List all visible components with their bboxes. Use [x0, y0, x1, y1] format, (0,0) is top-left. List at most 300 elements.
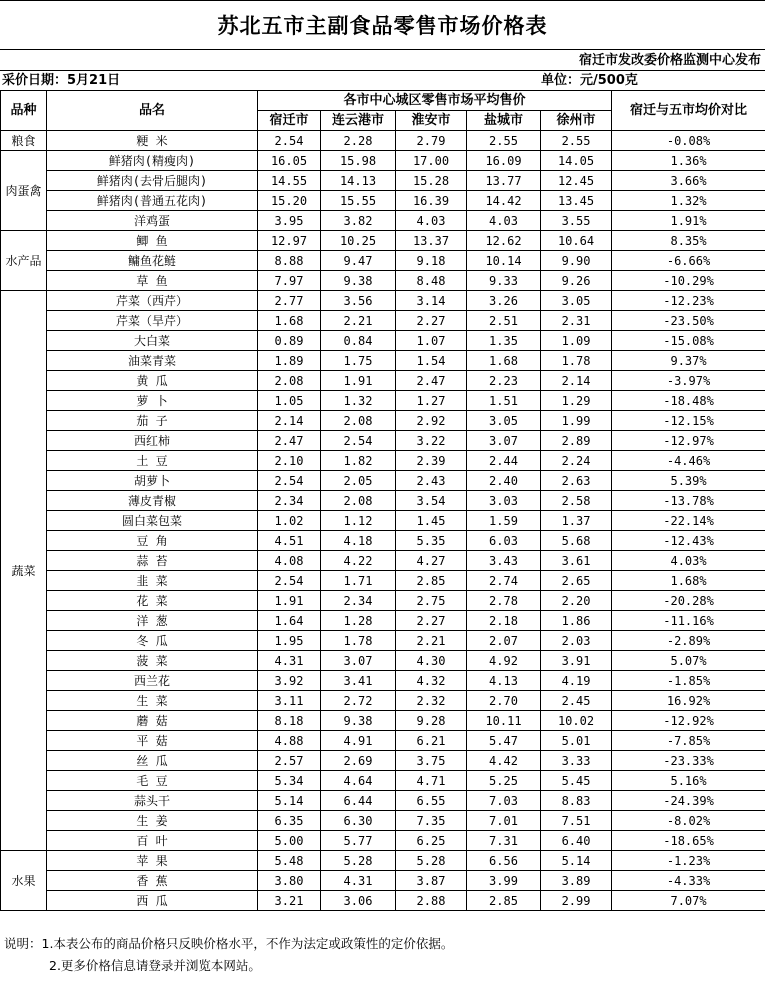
price-cell: 1.91 [258, 591, 321, 611]
table-row [1, 471, 765, 491]
price-cell: 2.05 [321, 471, 396, 491]
price-cell: 1.29 [541, 391, 612, 411]
compare-cell: -1.85% [612, 671, 765, 691]
price-cell: 4.03 [467, 211, 541, 231]
price-cell: 2.39 [396, 451, 467, 471]
table-row [1, 691, 765, 711]
price-cell: 9.26 [541, 271, 612, 291]
price-cell: 2.18 [467, 611, 541, 631]
price-cell: 9.38 [321, 271, 396, 291]
header-city: 淮安市 [396, 111, 467, 131]
compare-cell: -12.97% [612, 431, 765, 451]
compare-cell: -11.16% [612, 611, 765, 631]
price-cell: 2.85 [467, 891, 541, 911]
price-cell: 2.54 [258, 471, 321, 491]
price-cell: 1.64 [258, 611, 321, 631]
price-cell: 3.03 [467, 491, 541, 511]
category-cell: 粮食 [1, 131, 47, 151]
price-cell: 4.64 [321, 771, 396, 791]
compare-cell: -20.28% [612, 591, 765, 611]
price-cell: 2.75 [396, 591, 467, 611]
price-cell: 3.87 [396, 871, 467, 891]
price-cell: 2.34 [258, 491, 321, 511]
price-cell: 16.05 [258, 151, 321, 171]
item-name-cell: 西 瓜 [47, 891, 258, 911]
item-name-cell: 百 叶 [47, 831, 258, 851]
notes [0, 933, 765, 977]
compare-cell: 1.32% [612, 191, 765, 211]
price-cell: 4.51 [258, 531, 321, 551]
price-cell: 2.14 [258, 411, 321, 431]
price-cell: 2.54 [258, 131, 321, 151]
publisher-label: 宿迁市发改委价格监测中心发布 [578, 53, 761, 68]
price-cell: 5.14 [258, 791, 321, 811]
price-cell: 15.98 [321, 151, 396, 171]
price-cell: 2.55 [541, 131, 612, 151]
item-name-cell: 西兰花 [47, 671, 258, 691]
price-cell: 12.62 [467, 231, 541, 251]
price-cell: 2.14 [541, 371, 612, 391]
price-cell: 2.99 [541, 891, 612, 911]
table-row [1, 871, 765, 891]
compare-cell: -24.39% [612, 791, 765, 811]
price-cell: 2.28 [321, 131, 396, 151]
table-row [1, 411, 765, 431]
price-cell: 5.77 [321, 831, 396, 851]
item-name-cell: 蒜 苔 [47, 551, 258, 571]
price-cell: 16.39 [396, 191, 467, 211]
price-cell: 5.34 [258, 771, 321, 791]
compare-cell: 5.16% [612, 771, 765, 791]
table-row [1, 891, 765, 911]
price-cell: 5.28 [321, 851, 396, 871]
price-cell: 3.56 [321, 291, 396, 311]
price-cell: 4.71 [396, 771, 467, 791]
price-cell: 2.10 [258, 451, 321, 471]
price-cell: 12.45 [541, 171, 612, 191]
date-label: 采价日期：5月21日 [2, 73, 121, 88]
compare-cell: 16.92% [612, 691, 765, 711]
price-cell: 4.88 [258, 731, 321, 751]
item-name-cell: 粳 米 [47, 131, 258, 151]
item-name-cell: 生 菜 [47, 691, 258, 711]
price-cell: 3.41 [321, 671, 396, 691]
price-cell: 4.92 [467, 651, 541, 671]
price-cell: 5.28 [396, 851, 467, 871]
price-cell: 2.47 [258, 431, 321, 451]
price-cell: 1.91 [321, 371, 396, 391]
price-cell: 3.43 [467, 551, 541, 571]
price-cell: 16.09 [467, 151, 541, 171]
price-cell: 2.31 [541, 311, 612, 331]
price-cell: 3.92 [258, 671, 321, 691]
item-name-cell: 萝 卜 [47, 391, 258, 411]
compare-cell: -4.46% [612, 451, 765, 471]
price-cell: 7.35 [396, 811, 467, 831]
price-cell: 8.18 [258, 711, 321, 731]
price-cell: 3.22 [396, 431, 467, 451]
compare-cell: -18.48% [612, 391, 765, 411]
item-name-cell: 蘑 菇 [47, 711, 258, 731]
price-cell: 2.79 [396, 131, 467, 151]
price-cell: 2.63 [541, 471, 612, 491]
compare-cell: -7.85% [612, 731, 765, 751]
price-cell: 1.71 [321, 571, 396, 591]
price-cell: 7.31 [467, 831, 541, 851]
page-title: 苏北五市主副食品零售市场价格表 [0, 0, 765, 50]
price-cell: 3.99 [467, 871, 541, 891]
price-cell: 2.32 [396, 691, 467, 711]
compare-cell: 1.91% [612, 211, 765, 231]
compare-cell: -6.66% [612, 251, 765, 271]
price-cell: 6.35 [258, 811, 321, 831]
category-cell: 蔬菜 [1, 291, 47, 851]
price-cell: 7.01 [467, 811, 541, 831]
compare-cell: -4.33% [612, 871, 765, 891]
price-cell: 10.02 [541, 711, 612, 731]
price-cell: 12.97 [258, 231, 321, 251]
item-name-cell: 蒜头干 [47, 791, 258, 811]
price-cell: 3.11 [258, 691, 321, 711]
price-cell: 4.32 [396, 671, 467, 691]
price-cell: 1.28 [321, 611, 396, 631]
price-cell: 8.88 [258, 251, 321, 271]
price-cell: 4.30 [396, 651, 467, 671]
price-cell: 9.33 [467, 271, 541, 291]
price-cell: 1.75 [321, 351, 396, 371]
price-cell: 2.74 [467, 571, 541, 591]
price-cell: 1.68 [467, 351, 541, 371]
item-name-cell: 胡萝卜 [47, 471, 258, 491]
item-name-cell: 芹菜（旱芹） [47, 311, 258, 331]
price-cell: 2.03 [541, 631, 612, 651]
item-name-cell: 生 姜 [47, 811, 258, 831]
price-cell: 3.54 [396, 491, 467, 511]
price-cell: 7.97 [258, 271, 321, 291]
price-cell: 2.57 [258, 751, 321, 771]
table-row [1, 291, 765, 311]
price-cell: 8.48 [396, 271, 467, 291]
price-cell: 1.32 [321, 391, 396, 411]
table-row [1, 271, 765, 291]
item-name-cell: 毛 豆 [47, 771, 258, 791]
table-row [1, 231, 765, 251]
price-cell: 3.33 [541, 751, 612, 771]
item-name-cell: 黄 瓜 [47, 371, 258, 391]
compare-cell: -15.08% [612, 331, 765, 351]
price-table-body [1, 131, 765, 911]
header-price-group: 各市中心城区零售市场平均售价 [258, 91, 612, 111]
compare-cell: 5.07% [612, 651, 765, 671]
compare-cell: 4.03% [612, 551, 765, 571]
item-name-cell: 芹菜（西芹） [47, 291, 258, 311]
compare-cell: 7.07% [612, 891, 765, 911]
table-row [1, 431, 765, 451]
price-cell: 1.59 [467, 511, 541, 531]
price-cell: 4.31 [321, 871, 396, 891]
item-name-cell: 油菜青菜 [47, 351, 258, 371]
price-cell: 2.34 [321, 591, 396, 611]
compare-cell: 1.36% [612, 151, 765, 171]
price-cell: 3.26 [467, 291, 541, 311]
price-cell: 6.25 [396, 831, 467, 851]
compare-cell: -23.33% [612, 751, 765, 771]
price-cell: 2.47 [396, 371, 467, 391]
category-cell: 水产品 [1, 231, 47, 291]
compare-cell: 9.37% [612, 351, 765, 371]
price-cell: 1.99 [541, 411, 612, 431]
price-cell: 2.51 [467, 311, 541, 331]
price-cell: 1.82 [321, 451, 396, 471]
price-cell: 15.55 [321, 191, 396, 211]
price-cell: 5.45 [541, 771, 612, 791]
item-name-cell: 平 菇 [47, 731, 258, 751]
item-name-cell: 豆 角 [47, 531, 258, 551]
price-cell: 2.20 [541, 591, 612, 611]
price-cell: 5.00 [258, 831, 321, 851]
compare-cell: -12.15% [612, 411, 765, 431]
price-cell: 2.23 [467, 371, 541, 391]
price-cell: 5.25 [467, 771, 541, 791]
table-row [1, 671, 765, 691]
table-row [1, 191, 765, 211]
price-cell: 2.78 [467, 591, 541, 611]
item-name-cell: 鳙鱼花鲢 [47, 251, 258, 271]
compare-cell: 3.66% [612, 171, 765, 191]
price-cell: 6.21 [396, 731, 467, 751]
table-row [1, 791, 765, 811]
item-name-cell: 花 菜 [47, 591, 258, 611]
price-cell: 4.18 [321, 531, 396, 551]
header-category: 品种 [1, 91, 47, 131]
price-cell: 9.90 [541, 251, 612, 271]
price-cell: 4.42 [467, 751, 541, 771]
price-cell: 2.21 [321, 311, 396, 331]
item-name-cell: 圆白菜包菜 [47, 511, 258, 531]
item-name-cell: 鲜猪肉(普通五花肉) [47, 191, 258, 211]
table-row [1, 751, 765, 771]
item-name-cell: 香 蕉 [47, 871, 258, 891]
item-name-cell: 苹 果 [47, 851, 258, 871]
price-cell: 15.28 [396, 171, 467, 191]
header-compare: 宿迁与五市均价对比 [612, 91, 765, 131]
table-row [1, 711, 765, 731]
table-row [1, 331, 765, 351]
price-cell: 2.54 [321, 431, 396, 451]
compare-cell: -10.29% [612, 271, 765, 291]
price-cell: 9.18 [396, 251, 467, 271]
price-cell: 7.03 [467, 791, 541, 811]
table-row [1, 531, 765, 551]
price-cell: 3.21 [258, 891, 321, 911]
price-cell: 2.54 [258, 571, 321, 591]
table-row [1, 631, 765, 651]
table-row [1, 371, 765, 391]
table-row [1, 131, 765, 151]
price-cell: 2.55 [467, 131, 541, 151]
header-city: 盐城市 [467, 111, 541, 131]
price-cell: 10.14 [467, 251, 541, 271]
compare-cell: -2.89% [612, 631, 765, 651]
price-cell: 2.85 [396, 571, 467, 591]
price-cell: 1.09 [541, 331, 612, 351]
item-name-cell: 韭 菜 [47, 571, 258, 591]
price-cell: 14.42 [467, 191, 541, 211]
price-cell: 3.91 [541, 651, 612, 671]
category-cell: 水果 [1, 851, 47, 911]
price-cell: 3.95 [258, 211, 321, 231]
price-cell: 2.88 [396, 891, 467, 911]
table-row [1, 211, 765, 231]
price-cell: 1.89 [258, 351, 321, 371]
table-row [1, 571, 765, 591]
price-cell: 8.83 [541, 791, 612, 811]
price-cell: 3.07 [467, 431, 541, 451]
category-cell: 肉蛋禽 [1, 151, 47, 231]
price-cell: 6.56 [467, 851, 541, 871]
compare-cell: -22.14% [612, 511, 765, 531]
item-name-cell: 草 鱼 [47, 271, 258, 291]
item-name-cell: 洋鸡蛋 [47, 211, 258, 231]
compare-cell: -8.02% [612, 811, 765, 831]
compare-cell: -18.65% [612, 831, 765, 851]
price-cell: 9.47 [321, 251, 396, 271]
item-name-cell: 冬 瓜 [47, 631, 258, 651]
table-row [1, 351, 765, 371]
item-name-cell: 鲫 鱼 [47, 231, 258, 251]
price-cell: 2.21 [396, 631, 467, 651]
unit-label: 单位：元/500克 [541, 73, 638, 88]
compare-cell: -12.23% [612, 291, 765, 311]
price-cell: 3.61 [541, 551, 612, 571]
price-cell: 2.07 [467, 631, 541, 651]
price-cell: 5.01 [541, 731, 612, 751]
price-cell: 13.45 [541, 191, 612, 211]
table-row [1, 451, 765, 471]
table-row [1, 311, 765, 331]
price-cell: 2.45 [541, 691, 612, 711]
table-row [1, 811, 765, 831]
price-cell: 1.78 [321, 631, 396, 651]
price-cell: 2.92 [396, 411, 467, 431]
compare-cell: -12.43% [612, 531, 765, 551]
price-cell: 2.65 [541, 571, 612, 591]
price-cell: 14.55 [258, 171, 321, 191]
price-cell: 10.64 [541, 231, 612, 251]
price-cell: 1.86 [541, 611, 612, 631]
price-cell: 2.44 [467, 451, 541, 471]
price-cell: 1.07 [396, 331, 467, 351]
price-cell: 2.08 [321, 491, 396, 511]
price-cell: 4.03 [396, 211, 467, 231]
price-cell: 4.31 [258, 651, 321, 671]
price-cell: 5.47 [467, 731, 541, 751]
note-line: 2.更多价格信息请登录并浏览本网站。 [49, 958, 261, 973]
price-cell: 3.07 [321, 651, 396, 671]
price-cell: 1.37 [541, 511, 612, 531]
price-cell: 3.05 [541, 291, 612, 311]
price-table [0, 90, 765, 911]
price-cell: 3.82 [321, 211, 396, 231]
price-cell: 3.05 [467, 411, 541, 431]
price-cell: 3.75 [396, 751, 467, 771]
table-row [1, 251, 765, 271]
item-name-cell: 土 豆 [47, 451, 258, 471]
price-cell: 2.08 [258, 371, 321, 391]
price-cell: 15.20 [258, 191, 321, 211]
price-cell: 0.89 [258, 331, 321, 351]
compare-cell: 1.68% [612, 571, 765, 591]
table-row [1, 151, 765, 171]
price-cell: 6.55 [396, 791, 467, 811]
table-row [1, 551, 765, 571]
price-cell: 2.40 [467, 471, 541, 491]
table-row [1, 491, 765, 511]
price-cell: 3.14 [396, 291, 467, 311]
price-cell: 3.89 [541, 871, 612, 891]
item-name-cell: 菠 菜 [47, 651, 258, 671]
compare-cell: -1.23% [612, 851, 765, 871]
header-city: 连云港市 [321, 111, 396, 131]
header-city: 徐州市 [541, 111, 612, 131]
item-name-cell: 洋 葱 [47, 611, 258, 631]
item-name-cell: 薄皮青椒 [47, 491, 258, 511]
table-row [1, 731, 765, 751]
compare-cell: 8.35% [612, 231, 765, 251]
price-cell: 1.51 [467, 391, 541, 411]
price-cell: 3.06 [321, 891, 396, 911]
compare-cell: -3.97% [612, 371, 765, 391]
price-cell: 10.11 [467, 711, 541, 731]
price-cell: 13.77 [467, 171, 541, 191]
item-name-cell: 丝 瓜 [47, 751, 258, 771]
price-cell: 3.55 [541, 211, 612, 231]
price-cell: 5.48 [258, 851, 321, 871]
price-cell: 1.45 [396, 511, 467, 531]
price-cell: 5.35 [396, 531, 467, 551]
price-cell: 4.91 [321, 731, 396, 751]
compare-cell: 5.39% [612, 471, 765, 491]
price-cell: 4.19 [541, 671, 612, 691]
price-cell: 2.24 [541, 451, 612, 471]
price-cell: 5.14 [541, 851, 612, 871]
note-line: 说明：1.本表公布的商品价格只反映价格水平，不作为法定或政策性的定价依据。 [4, 936, 454, 951]
table-row [1, 651, 765, 671]
item-name-cell: 西红柿 [47, 431, 258, 451]
price-cell: 1.54 [396, 351, 467, 371]
price-cell: 7.51 [541, 811, 612, 831]
price-cell: 2.69 [321, 751, 396, 771]
table-row [1, 771, 765, 791]
price-cell: 17.00 [396, 151, 467, 171]
price-cell: 4.13 [467, 671, 541, 691]
price-cell: 2.27 [396, 311, 467, 331]
table-row [1, 611, 765, 631]
table-row [1, 171, 765, 191]
compare-cell: -12.92% [612, 711, 765, 731]
price-cell: 4.22 [321, 551, 396, 571]
table-row [1, 851, 765, 871]
table-row [1, 391, 765, 411]
price-cell: 9.28 [396, 711, 467, 731]
price-cell: 2.89 [541, 431, 612, 451]
header-name: 品名 [47, 91, 258, 131]
table-row [1, 591, 765, 611]
price-cell: 6.03 [467, 531, 541, 551]
compare-cell: -13.78% [612, 491, 765, 511]
price-cell: 1.12 [321, 511, 396, 531]
item-name-cell: 茄 子 [47, 411, 258, 431]
